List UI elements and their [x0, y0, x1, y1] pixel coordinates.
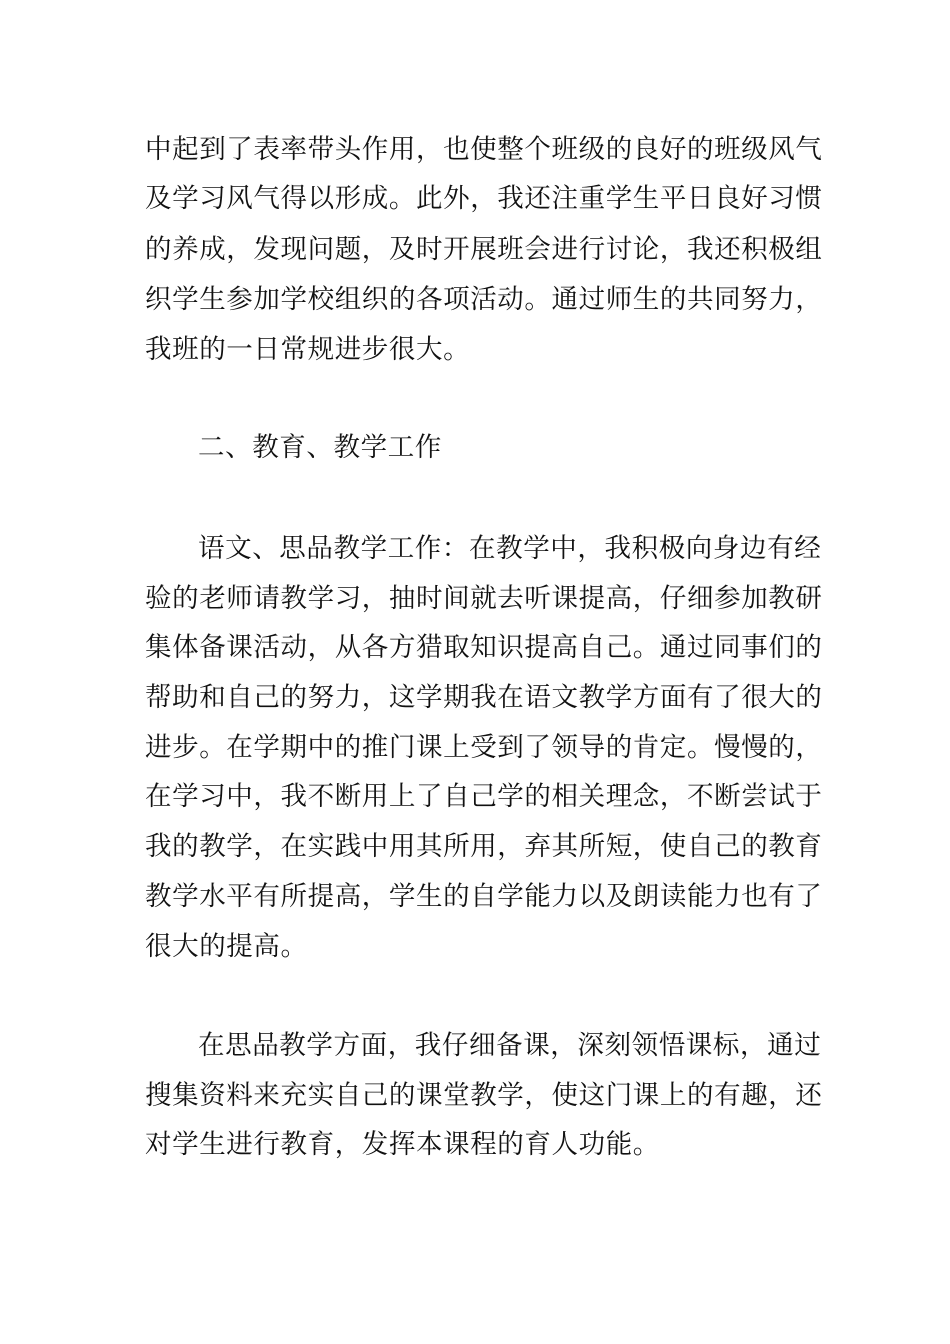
paragraph-line: 在学习中，我不断用上了自己学的相关理念，不断尝试于 [145, 781, 823, 812]
paragraph-line: 教学水平有所提高，学生的自学能力以及朗读能力也有了 [145, 881, 823, 912]
paragraph-line: 我的教学，在实践中用其所用，弃其所短，使自己的教育 [145, 831, 823, 862]
paragraph-line: 的养成，发现问题，及时开展班会进行讨论，我还积极组 [145, 234, 823, 265]
paragraph-line: 中起到了表率带头作用，也使整个班级的良好的班级风气 [145, 134, 823, 165]
paragraph-line: 验的老师请教学习，抽时间就去听课提高，仔细参加教研 [145, 583, 823, 614]
paragraph-line: 对学生进行教育，发挥本课程的育人功能。 [145, 1129, 660, 1160]
paragraph-line: 在思品教学方面，我仔细备课，深刻领悟课标，通过 [198, 1030, 822, 1061]
paragraph-line: 织学生参加学校组织的各项活动。通过师生的共同努力， [145, 284, 823, 315]
paragraph-line: 很大的提高。 [145, 931, 308, 962]
paragraph-line: 我班的一日常规进步很大。 [145, 334, 471, 365]
paragraph-line: 进步。在学期中的推门课上受到了领导的肯定。慢慢的， [145, 732, 823, 763]
paragraph-line: 集体备课活动，从各方猎取知识提高自己。通过同事们的 [145, 632, 823, 663]
paragraph-line: 帮助和自己的努力，这学期我在语文教学方面有了很大的 [145, 682, 823, 713]
paragraph-line: 语文、思品教学工作：在教学中，我积极向身边有经 [198, 533, 822, 564]
paragraph-line: 及学习风气得以形成。此外，我还注重学生平日良好习惯 [145, 183, 823, 214]
section-heading: 二、教育、教学工作 [198, 432, 442, 463]
paragraph-line: 搜集资料来充实自己的课堂教学，使这门课上的有趣，还 [145, 1080, 823, 1111]
